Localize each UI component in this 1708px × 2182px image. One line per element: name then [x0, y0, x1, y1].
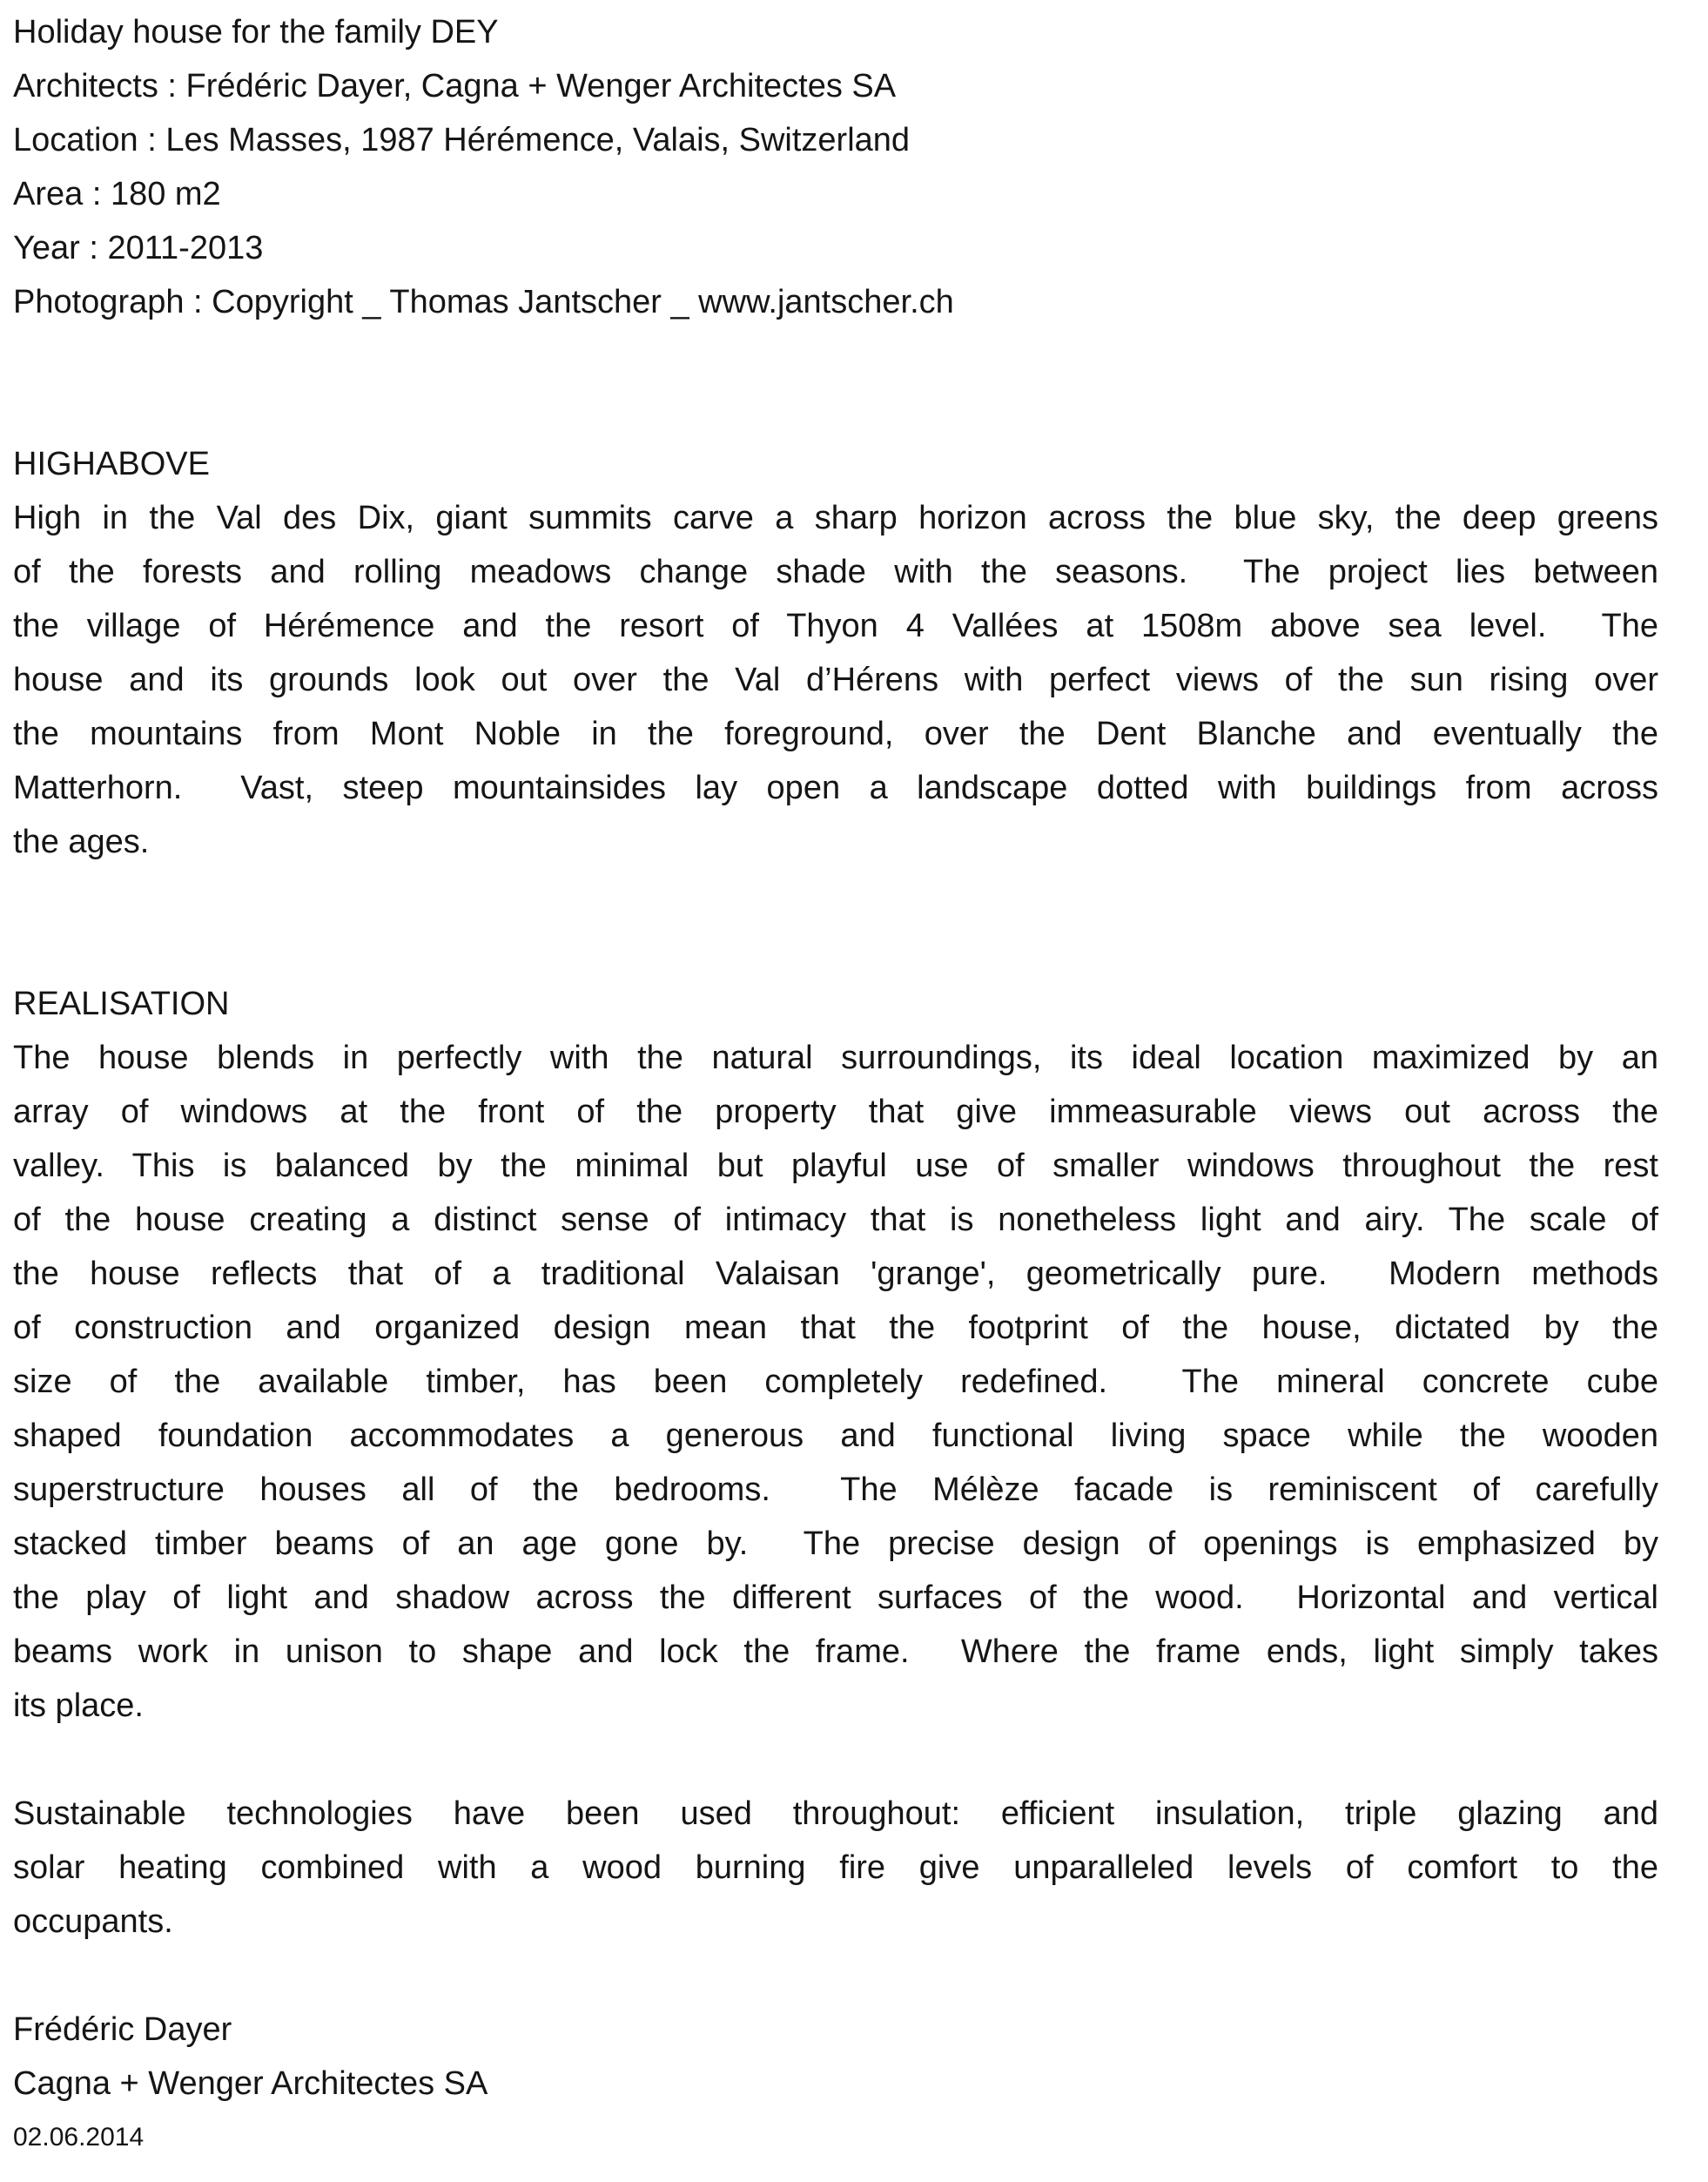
text-line: shaped foundation accommodates a generous and functional living space while the wooden	[13, 1418, 1658, 1454]
section-realisation	[13, 977, 1658, 1949]
firm-name: Cagna + Wenger Architectes SA	[13, 2065, 488, 2102]
project-info-block	[13, 5, 1658, 329]
text-line: stacked timber beams of an age gone by. The precise design of openings is emphasized by	[13, 1525, 1658, 1562]
text-line: Matterhorn. Vast, steep mountainsides lay open a landscape dotted with buildings from across	[13, 770, 1658, 806]
section-highabove	[13, 437, 1658, 869]
text-line: the house reflects that of a traditional Valaisan 'grange', geometrically pure. Modern methods	[13, 1256, 1658, 1292]
text-line: Architects : Frédéric Dayer, Cagna + Wenger Architectes SA	[13, 68, 897, 104]
text-line: of construction and organized design mean that the footprint of the house, dictated by the	[13, 1310, 1658, 1346]
text-line: occupants.	[13, 1903, 173, 1940]
realisation-paragraph-construction	[13, 1031, 1658, 1733]
text-line: of the forests and rolling meadows change shade with the seasons. The project lies between	[13, 554, 1658, 590]
author-name: Frédéric Dayer	[13, 2011, 232, 2048]
signature-block	[13, 2003, 1658, 2165]
text-line: beams work in unison to shape and lock the frame. Where the frame ends, light simply takes	[13, 1633, 1658, 1670]
text-line: Location : Les Masses, 1987 Hérémence, Valais, Switzerland	[13, 122, 911, 158]
text-line: its place.	[13, 1687, 144, 1724]
text-line: Sustainable technologies have been used throughout: efficient insulation, triple glazing and	[13, 1795, 1658, 1832]
text-line: the mountains from Mont Noble in the foreground, over the Dent Blanche and eventually the	[13, 716, 1658, 752]
text-line: size of the available timber, has been completely redefined. The mineral concrete cube	[13, 1364, 1658, 1400]
text-line: the village of Hérémence and the resort of Thyon 4 Vallées at 1508m above sea level. The	[13, 608, 1658, 644]
text-line: High in the Val des Dix, giant summits carve a sharp horizon across the blue sky, the deep greens	[13, 500, 1658, 536]
text-line: valley. This is balanced by the minimal but playful use of smaller windows throughout the rest	[13, 1148, 1658, 1184]
realisation-paragraph-sustainability	[13, 1787, 1658, 1949]
text-line: Holiday house for the family DEY	[13, 14, 499, 51]
text-line: the play of light and shadow across the different surfaces of the wood. Horizontal and vertical	[13, 1579, 1658, 1616]
text-line: The house blends in perfectly with the natural surroundings, its ideal location maximized by an	[13, 1040, 1658, 1076]
text-line: array of windows at the front of the property that give immeasurable views out across the	[13, 1094, 1658, 1130]
text-line: Photograph : Copyright _ Thomas Jantscher _ www.jantscher.ch	[13, 284, 954, 320]
text-line: Area : 180 m2	[13, 176, 221, 212]
highabove-heading: HIGHABOVE	[13, 446, 210, 482]
text-line: solar heating combined with a wood burning fire give unparalleled levels of comfort to the	[13, 1849, 1658, 1886]
realisation-heading: REALISATION	[13, 986, 230, 1022]
text-line: the ages.	[13, 824, 150, 860]
text-line: of the house creating a distinct sense of intimacy that is nonetheless light and airy. The scale of	[13, 1202, 1658, 1238]
text-line: Year : 2011-2013	[13, 230, 264, 266]
highabove-paragraph	[13, 491, 1658, 869]
document-date: 02.06.2014	[13, 2123, 145, 2152]
text-line: house and its grounds look out over the Val d’Hérens with perfect views of the sun rising over	[13, 662, 1658, 698]
text-line: superstructure houses all of the bedrooms. The Mélèze facade is reminiscent of carefully	[13, 1472, 1658, 1508]
